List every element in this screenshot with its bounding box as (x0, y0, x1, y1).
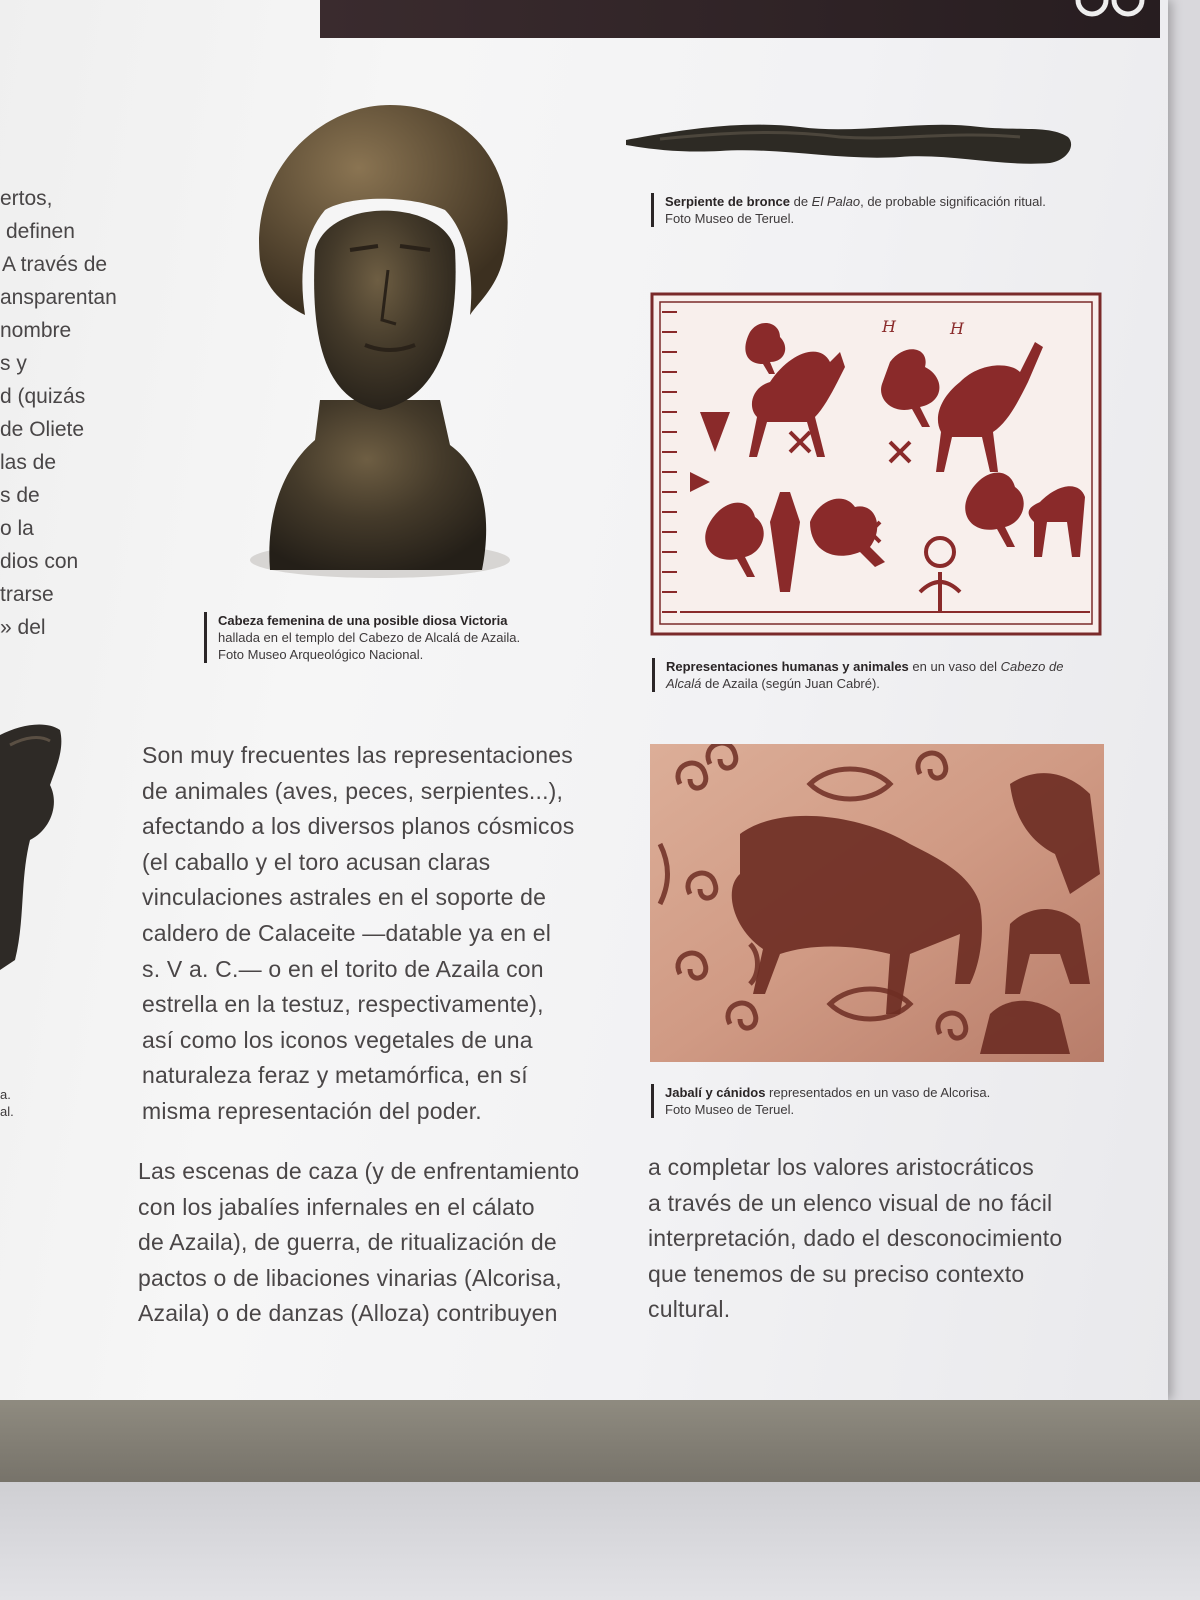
caption-bronze-head-line3: Foto Museo Arqueológico Nacional. (218, 647, 424, 662)
caption-serpent-line2: Foto Museo de Teruel. (665, 211, 795, 226)
vase-letter-1: H (882, 317, 896, 336)
caption-serpent-place: El Palao (811, 194, 861, 209)
caption-serpent-rest: , de probable significación ritual. (860, 194, 1046, 209)
bronze-head-photo (230, 100, 530, 600)
caption-bronze-head (204, 612, 618, 663)
caption-bronze-head-line2: hallada en el templo del Cabezo de Alcalá de Azaila. (218, 630, 521, 645)
paragraph-hunting-scenes-left: Las escenas de caza (y de enfrentamiento con los jabalíes infernales en el cálato de Azaila), de guerra, de ritualización de pactos o de libaciones vinarias (Alcorisa, Azaila) o de danzas (Alloza) contribuyen (138, 1158, 580, 1327)
vase-decoration-drawing (650, 292, 1102, 636)
caption-vase-drawing (652, 658, 1116, 692)
caption-boar-rest: representados en un vaso de Alcorisa. (765, 1085, 991, 1100)
left-column-text-fragment: ertos, definen A través de ansparentan nombre s y d (quizás de Oliete las de s de o la dios con trarse » del (0, 187, 117, 639)
caption-vase-rest: en un vaso del (908, 659, 1001, 674)
caption-bronze-head-title: Cabeza femenina de una posible diosa Victoria (218, 613, 508, 628)
bull-figurine-fragment (0, 715, 70, 995)
top-header-band (320, 0, 1160, 38)
boar-and-canids-vase-photo (650, 744, 1104, 1062)
caption-vase-rest2: de Azaila (según Juan Cabré). (701, 676, 880, 691)
caption-vase-place2: Alcalá (666, 676, 702, 691)
caption-serpent (651, 193, 1105, 227)
wall-below-panel (0, 1482, 1200, 1600)
caption-boar-line2: Foto Museo de Teruel. (665, 1102, 795, 1117)
caption-vase-place1: Cabezo de (1000, 659, 1064, 674)
caption-vase-title: Representaciones humanas y animales (666, 659, 909, 674)
left-small-caption-fragment: a. al. (0, 1087, 14, 1119)
header-logo-fragment (1074, 0, 1146, 24)
caption-serpent-de: de (789, 194, 812, 209)
caption-serpent-title: Serpiente de bronce (665, 194, 790, 209)
bronze-serpent-photo (620, 105, 1080, 180)
paragraph-animal-representations: Son muy frecuentes las representaciones de animales (aves, peces, serpientes...), afectando a los diversos planos cósmicos (el caballo y el toro acusan claras vinculaciones astrales en el soporte de caldero de Calaceite —datable ya en el s. V a. C.— o en el torito de Azaila con estrella en la testuz, respectivamente), así como los iconos vegetales de una naturaleza feraz y metamórfica, en sí misma representación del poder. (142, 742, 575, 1124)
caption-boar (651, 1084, 1115, 1118)
paragraph-hunting-scenes-right: a completar los valores aristocráticos a través de un elenco visual de no fácil interpretación, dado el desconocimiento que tenemos de su preciso contexto cultural. (648, 1154, 1063, 1323)
vase-letter-2: H (950, 319, 964, 338)
bottom-band (0, 1400, 1200, 1482)
caption-boar-title: Jabalí y cánidos (665, 1085, 766, 1100)
